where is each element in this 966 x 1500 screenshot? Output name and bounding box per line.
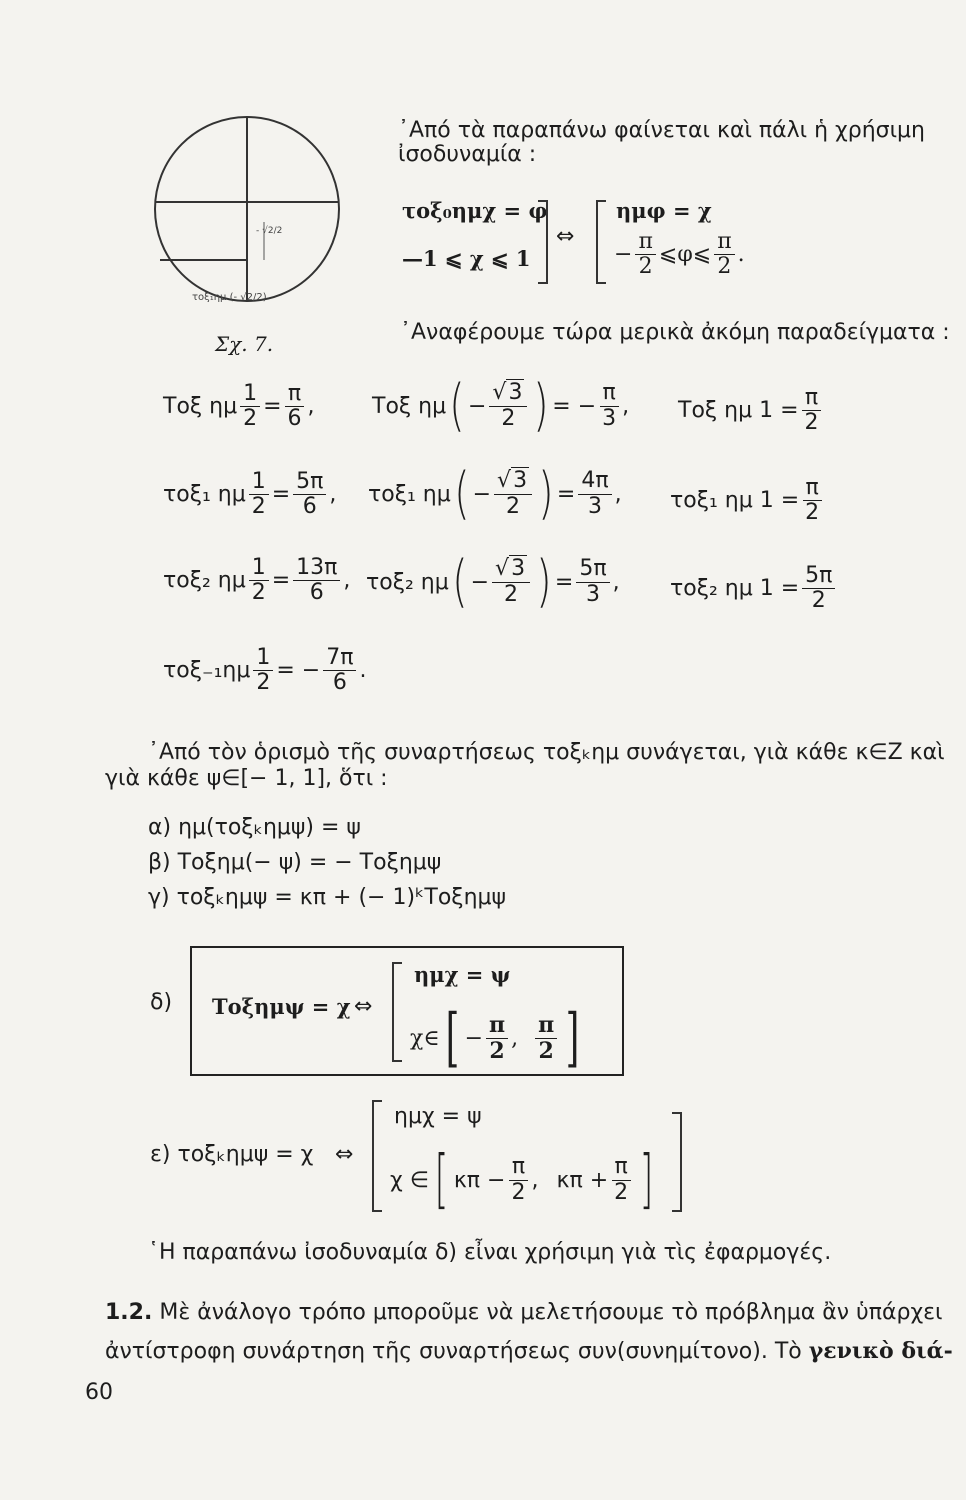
ex1c-den: 2 xyxy=(804,410,819,436)
example-row-3b xyxy=(366,549,620,614)
example-row-2c xyxy=(670,476,825,525)
boxed-frac-2 xyxy=(535,1013,557,1062)
equiv1-arrow: ⇔ xyxy=(556,224,575,249)
ex3a-den: 2 xyxy=(251,580,266,606)
boxed-equivalence xyxy=(190,946,624,1076)
ex3b-lparen: ( xyxy=(452,549,468,614)
ex1b-minus: − xyxy=(467,393,487,419)
ex2b-rfrac xyxy=(578,469,611,518)
example-row-1c xyxy=(678,386,825,435)
ex1b-end: , xyxy=(622,393,630,419)
example-row-2b xyxy=(368,461,622,526)
ex1a-rden: 6 xyxy=(287,406,302,432)
ex2b-eq: = xyxy=(556,481,576,507)
ex1a-end: , xyxy=(307,394,315,420)
ex1a-pre: Τοξ ημ xyxy=(163,394,238,420)
ex2b-rnum: 4π xyxy=(578,469,611,494)
ex3b-minus: − xyxy=(470,569,490,595)
ex2b-num xyxy=(494,469,532,494)
ex1a-num: 1 xyxy=(240,382,260,407)
boxed-frac-1-den: 2 xyxy=(489,1037,505,1064)
property-a: α) ημ(τοξₖημψ) = ψ xyxy=(148,815,361,840)
epsilon-lbracket: [ xyxy=(434,1143,449,1217)
equiv1-minus: − xyxy=(614,242,633,268)
ex1a-den: 2 xyxy=(243,406,258,432)
ex2b-frac xyxy=(494,469,532,518)
ex3c-num: 5π xyxy=(802,564,835,589)
boxed-left: Τοξημψ = χ xyxy=(212,994,351,1019)
boxed-frac-1-num: π xyxy=(486,1013,508,1038)
ex3a-rden: 6 xyxy=(309,580,324,606)
ex1c-num: π xyxy=(802,386,821,411)
epsilon-label: ε) τοξₖημψ = χ xyxy=(150,1142,314,1167)
ex2c-den: 2 xyxy=(805,500,820,526)
ex3b-pre: τοξ₂ ημ xyxy=(366,569,449,595)
boxed-bottom-pre: χ∈ xyxy=(410,1025,440,1051)
ex2c-frac xyxy=(802,476,822,525)
ex3a-pre: τοξ₂ ημ xyxy=(163,568,246,594)
boxed-arrow: ⇔ xyxy=(354,994,373,1019)
epsilon-frac-2-den: 2 xyxy=(614,1179,629,1205)
figure-caption: Σχ. 7. xyxy=(215,332,274,356)
ex4a-frac xyxy=(253,646,273,695)
property-c: γ) τοξₖημψ = κπ + (− 1)ᵏΤοξημψ xyxy=(148,885,507,910)
ex3a-frac xyxy=(249,556,269,605)
ex3a-num: 1 xyxy=(249,556,269,581)
ex4a-rfrac xyxy=(323,646,356,695)
ex1b-rfrac xyxy=(599,381,619,430)
ex2a-rnum: 5π xyxy=(293,470,326,495)
examples-intro: ᾿Αναφέρουμε τώρα μερικὰ ἀκόμη παραδείγματα : xyxy=(400,320,950,345)
example-row-1a xyxy=(163,382,315,431)
ex1b-rparen: ) xyxy=(533,373,550,438)
ex1b-rnum: π xyxy=(600,381,619,406)
boxed-rbracket: ] xyxy=(565,1001,580,1075)
equiv1-left-bottom: —1 ⩽ χ ⩽ 1 xyxy=(402,246,531,271)
epsilon-left-brace xyxy=(372,1100,382,1212)
figure-inner-label: - √2/2 xyxy=(256,226,283,236)
equiv1-frac-2-num: π xyxy=(714,230,734,255)
ex4a-eq: = − xyxy=(276,658,321,684)
equiv1-frac-1-num: π xyxy=(635,230,655,255)
boxed-label: δ) xyxy=(150,990,173,1015)
section-line-1-text: Μὲ ἀνάλογο τρόπο μποροῦμε νὰ μελετήσουμε τὸ πρόβλημα ἂν ὑπάρχει xyxy=(159,1300,943,1325)
ex1b-frac xyxy=(489,381,527,430)
ex2b-lparen: ( xyxy=(454,461,470,526)
intro-line-2: ἰσοδυναμία : xyxy=(398,142,537,167)
ex3a-end: , xyxy=(343,568,351,594)
figure-axis-label: τοξ₁ημ (- √2/2) xyxy=(192,292,267,303)
boxed-bottom xyxy=(410,1001,585,1075)
ex1b-eq: = − xyxy=(552,393,597,419)
ex4a-rden: 6 xyxy=(332,670,347,696)
ex1a-rnum: π xyxy=(285,382,304,407)
epsilon-frac-1-den: 2 xyxy=(511,1179,526,1205)
example-row-3a xyxy=(163,556,350,605)
epsilon-rbracket: ] xyxy=(639,1143,654,1217)
ex3a-rfrac xyxy=(293,556,340,605)
ex3c-den: 2 xyxy=(811,588,826,614)
property-b: β) Τοξημ(− ψ) = − Τοξημψ xyxy=(148,850,442,875)
section-number: 1.2. xyxy=(105,1300,153,1325)
equiv1-frac-2 xyxy=(714,230,734,279)
ex4a-end: . xyxy=(359,658,367,684)
ex3b-rparen: ) xyxy=(536,549,552,614)
ex2a-den: 2 xyxy=(251,494,266,520)
ex1b-pre: Τοξ ημ xyxy=(372,393,447,419)
ex1c-frac xyxy=(802,386,822,435)
ex1a-eq: = xyxy=(263,394,282,420)
epsilon-frac-2-num: π xyxy=(612,1155,631,1180)
section-line-2-bold: γενικὸ διά- xyxy=(808,1338,953,1364)
example-row-4a xyxy=(163,646,366,695)
ex3a-eq: = xyxy=(271,568,291,594)
boxed-frac-2-den: 2 xyxy=(538,1037,554,1064)
equiv1-frac-1 xyxy=(635,230,655,279)
unit-circle-figure xyxy=(150,112,350,312)
epsilon-bottom-pre: χ ∈ xyxy=(390,1167,429,1193)
ex3c-pre: τοξ₂ ημ 1 = xyxy=(670,576,800,602)
epsilon-arrow: ⇔ xyxy=(335,1142,354,1167)
ex1b-rden: 3 xyxy=(602,405,617,431)
ex4a-num: 1 xyxy=(253,646,273,671)
epsilon-bottom xyxy=(390,1143,659,1217)
ex3b-rden: 3 xyxy=(585,581,600,607)
ex3b-sqrt-icon: √ xyxy=(495,556,510,582)
epsilon-right-brace xyxy=(672,1112,682,1212)
ex1b-sqrt-icon: √ xyxy=(492,380,507,406)
ex2b-rparen: ) xyxy=(538,461,554,526)
ex3b-rfrac xyxy=(576,557,609,606)
ex1a-frac xyxy=(240,382,260,431)
section-line-1 xyxy=(105,1300,942,1326)
equiv1-right-brace-left xyxy=(538,200,548,284)
ex1b-lparen: ( xyxy=(449,373,465,438)
section-line-2-text: ἀντίστροφη συνάρτηση τῆς συναρτήσεως συν(συνημίτονο). Τὸ xyxy=(105,1339,802,1364)
epsilon-frac-1-num: π xyxy=(509,1155,528,1180)
ex1b-den: 2 xyxy=(501,405,516,431)
ex2a-num: 1 xyxy=(249,470,269,495)
ex2b-den: 2 xyxy=(506,493,521,519)
ex3b-end: , xyxy=(612,569,620,595)
boxed-top: ημχ = ψ xyxy=(414,962,511,987)
example-row-1b xyxy=(372,373,630,438)
example-row-2a xyxy=(163,470,336,519)
epsilon-frac-1 xyxy=(508,1155,528,1204)
boxed-frac-1 xyxy=(486,1013,508,1062)
boxed-minus: − xyxy=(464,1025,484,1051)
definition-line-2: γιὰ κάθε ψ∈[− 1, 1], ὅτι : xyxy=(105,766,388,791)
ex2b-sqrt: 3 xyxy=(513,468,528,494)
ex1b-sqrt: 3 xyxy=(508,380,523,406)
boxed-frac-2-num: π xyxy=(535,1013,557,1038)
equiv1-left-brace-right xyxy=(596,200,606,284)
ex2b-pre: τοξ₁ ημ xyxy=(368,481,451,507)
ex3c-frac xyxy=(802,564,835,613)
ex4a-pre: τοξ₋₁ημ xyxy=(163,658,251,684)
ex2b-minus: − xyxy=(472,481,492,507)
epsilon-kpi-plus: κπ + xyxy=(556,1167,609,1193)
boxed-lbracket: [ xyxy=(445,1001,459,1075)
ex3b-sqrt: 3 xyxy=(511,556,526,582)
equiv1-right-bottom xyxy=(614,230,745,279)
intro-line-1: ᾿Από τὰ παραπάνω φαίνεται καὶ πάλι ἡ χρήσιμη xyxy=(398,118,925,143)
equiv1-leq: ⩽φ⩽ xyxy=(658,242,712,268)
boxed-brace xyxy=(392,962,402,1062)
ex1c-pre: Τοξ ημ 1 = xyxy=(678,398,799,424)
ex2c-num: π xyxy=(803,476,822,501)
ex4a-den: 2 xyxy=(256,670,271,696)
ex2a-rden: 6 xyxy=(302,494,317,520)
equiv1-frac-2-den: 2 xyxy=(717,254,732,280)
ex2b-end: , xyxy=(614,481,622,507)
ex2c-pre: τοξ₁ ημ 1 = xyxy=(670,488,800,514)
ex2b-rden: 3 xyxy=(587,493,602,519)
equiv1-right-top: ημφ = χ xyxy=(616,198,712,223)
ex3a-rnum: 13π xyxy=(293,556,340,581)
ex2a-end: , xyxy=(329,482,337,508)
epsilon-kpi-minus: κπ − xyxy=(453,1167,506,1193)
ex2a-eq: = xyxy=(271,482,291,508)
epsilon-top: ημχ = ψ xyxy=(394,1104,482,1129)
ex1a-rfrac xyxy=(285,382,305,431)
page-number: 60 xyxy=(85,1380,113,1405)
ex3b-num xyxy=(492,557,530,582)
example-row-3c xyxy=(670,564,838,613)
equiv1-frac-1-den: 2 xyxy=(638,254,653,280)
definition-line-1: ᾿Από τὸν ὁρισμὸ τῆς συναρτήσεως τοξₖημ συνάγεται, γιὰ κάθε κ∈Z καὶ xyxy=(148,740,945,765)
ex2a-pre: τοξ₁ ημ xyxy=(163,482,246,508)
epsilon-frac-2 xyxy=(611,1155,631,1204)
ex2a-frac xyxy=(249,470,269,519)
ex3b-den: 2 xyxy=(504,581,519,607)
section-line-2 xyxy=(105,1338,953,1365)
ex3b-rnum: 5π xyxy=(576,557,609,582)
ex2b-sqrt-icon: √ xyxy=(497,468,512,494)
equiv1-dot: . xyxy=(737,242,745,268)
equivalence-1 xyxy=(402,190,802,290)
note-line: ῾Η παραπάνω ἰσοδυναμία δ) εἶναι χρήσιμη γιὰ τὶς ἐφαρμογές. xyxy=(148,1240,832,1265)
ex3b-eq: = xyxy=(554,569,574,595)
ex4a-rnum: 7π xyxy=(323,646,356,671)
equiv1-left-top: τοξ₀ημχ = φ xyxy=(402,198,548,223)
epsilon-comma: , xyxy=(531,1167,539,1193)
ex3b-frac xyxy=(492,557,530,606)
ex2a-rfrac xyxy=(293,470,326,519)
ex1b-num xyxy=(489,381,527,406)
boxed-comma: , xyxy=(511,1025,519,1051)
